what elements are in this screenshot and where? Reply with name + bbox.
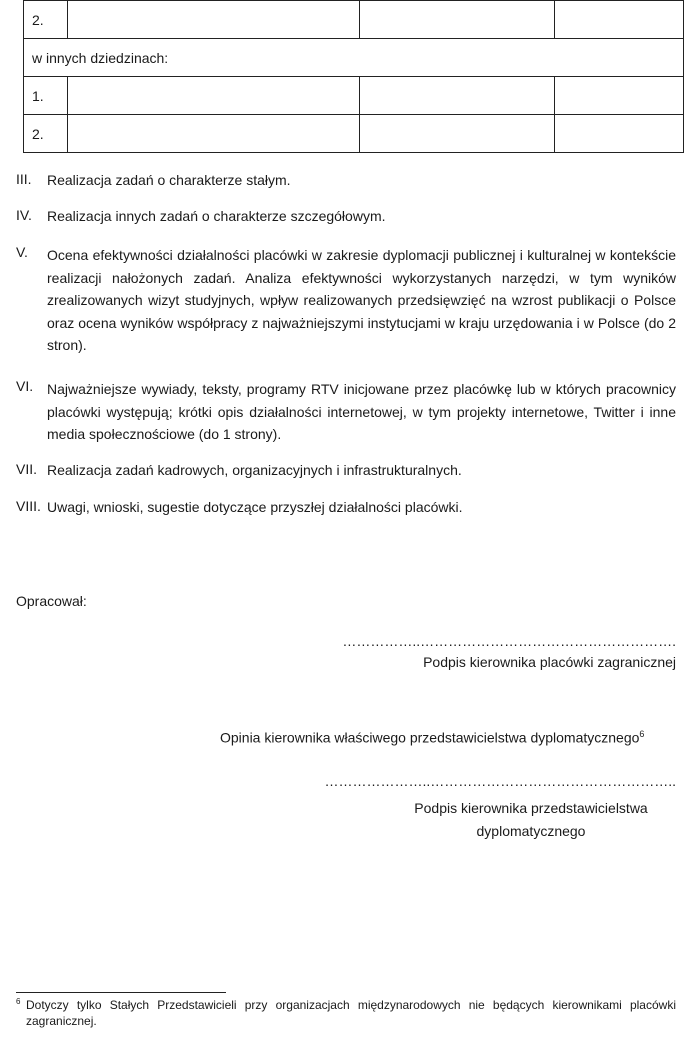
table-row <box>24 115 684 153</box>
footnote-text: Dotyczy tylko Stałych Przedstawicieli przy organizacjach międzynarodowych nie będących kierownikami placówki zagranicznej. <box>26 998 676 1028</box>
list-item <box>16 461 676 480</box>
signature-dots: ……………..………………………………………………. <box>342 633 676 649</box>
row-number: 1. <box>24 77 68 115</box>
table-cell <box>360 77 555 115</box>
signature-caption: Podpis kierownika placówki zagranicznej <box>423 654 676 670</box>
table-cell <box>360 115 555 153</box>
table-cell <box>555 77 684 115</box>
item-number: IV. <box>16 207 32 223</box>
prepared-by-label: Opracował: <box>16 593 87 609</box>
item-number: VII. <box>16 461 38 477</box>
footnote-number: 6 <box>16 997 21 1006</box>
list-item <box>16 498 676 517</box>
item-text: Realizacja innych zadań o charakterze szczegółowym. <box>47 208 386 224</box>
activities-table <box>23 0 684 153</box>
footnote-reference: 6 <box>639 729 645 739</box>
opinion-text: Opinia kierownika właściwego przedstawicielstwa dyplomatycznego <box>220 729 640 746</box>
list-item <box>16 207 676 226</box>
table-cell <box>68 115 360 153</box>
item-number: VIII. <box>16 498 41 514</box>
signature-caption-block <box>380 797 682 843</box>
item-text: Najważniejsze wywiady, teksty, programy RTV inicjowane przez placówkę lub w których pracownicy placówki występują; krótki opis działalności internetowej, w tym projekty internetowe, Twitter i inne media społecznościowe (do 1 strony). <box>47 381 676 442</box>
item-number: VI. <box>16 378 34 394</box>
list-item <box>16 171 676 190</box>
table-cell <box>68 1 360 39</box>
footnote <box>16 997 676 1029</box>
footnote-divider <box>16 992 226 993</box>
row-number: 2. <box>24 115 68 153</box>
signature-dots: …………………..…………………………………………….. <box>324 773 676 789</box>
item-text: Ocena efektywności działalności placówki w zakresie dyplomacji publicznej i kulturalnej w kontekście realizacji nałożonych zadań. Analiza efektywności wykorzystanych narzędzi, w tym wyników zrealizowanych wizyt studyjnych, wpływ realizowanych przedsięwzięć na wzrost publikacji o Polsce oraz ocena wyników współpracy z najważniejszymi instytucjami w kraju urzędowania i w Polsce (do 2 stron). <box>47 247 676 353</box>
table-row <box>24 1 684 39</box>
opinion-heading <box>220 729 644 746</box>
item-number: V. <box>16 244 28 260</box>
item-number: III. <box>16 171 32 187</box>
signature-caption: Podpis kierownika przedstawicielstwa <box>414 800 648 816</box>
table-cell <box>555 115 684 153</box>
table-cell <box>68 77 360 115</box>
list-item <box>16 378 676 446</box>
section-label: w innych dziedzinach: <box>24 39 684 77</box>
item-text: Realizacja zadań kadrowych, organizacyjnych i infrastrukturalnych. <box>47 462 462 478</box>
table-cell <box>360 1 555 39</box>
row-number: 2. <box>24 1 68 39</box>
item-text: Uwagi, wnioski, sugestie dotyczące przyszłej działalności placówki. <box>47 499 463 515</box>
table-cell <box>555 1 684 39</box>
signature-caption: dyplomatycznego <box>476 823 586 839</box>
list-item <box>16 244 676 357</box>
table-section-row <box>24 39 684 77</box>
table-row <box>24 77 684 115</box>
item-text: Realizacja zadań o charakterze stałym. <box>47 172 291 188</box>
